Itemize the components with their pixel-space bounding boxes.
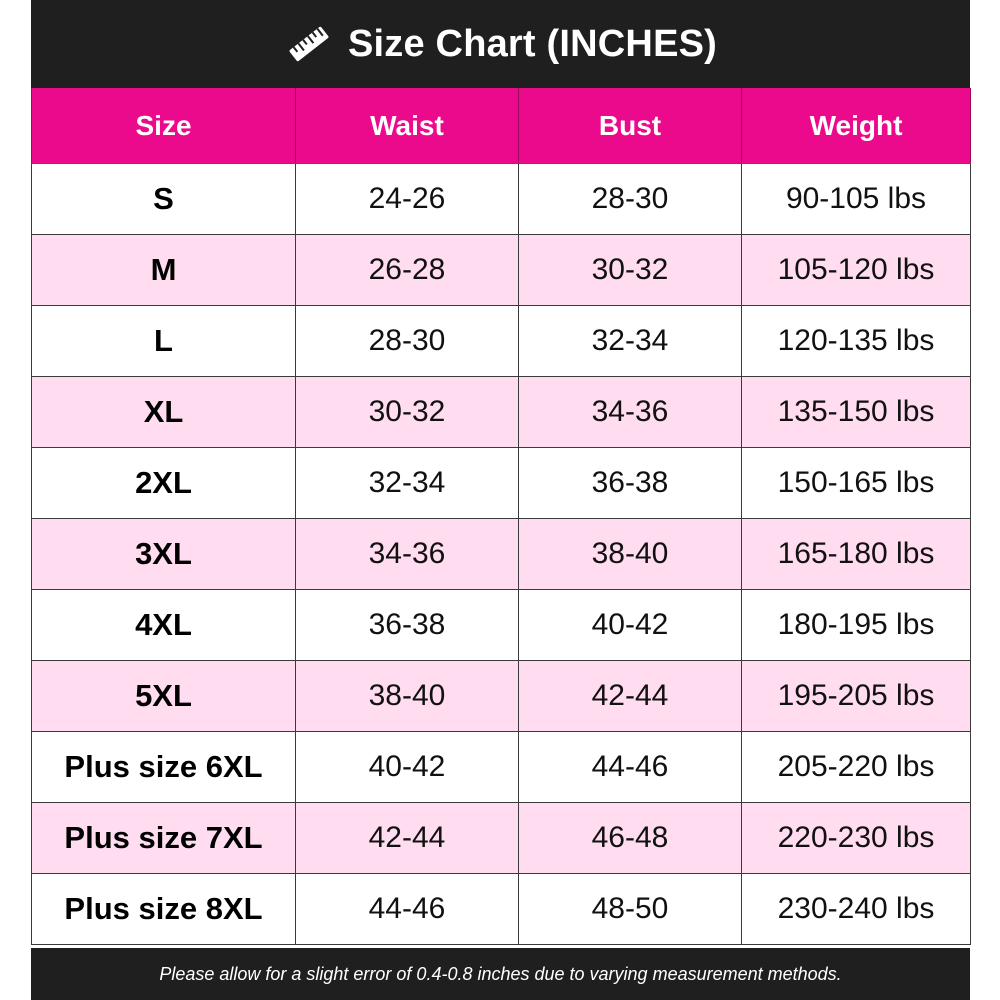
bust-cell: 28-30 — [519, 164, 742, 235]
column-header-weight: Weight — [742, 88, 971, 164]
bust-cell: 44-46 — [519, 732, 742, 803]
title-bar — [31, 0, 970, 88]
footer-note: Please allow for a slight error of 0.4-0.8 inches due to varying measurement methods. — [159, 963, 842, 984]
weight-cell: 90-105 lbs — [742, 164, 971, 235]
table-row — [32, 306, 971, 377]
weight-cell: 180-195 lbs — [742, 590, 971, 661]
size-cell: 5XL — [32, 661, 296, 732]
table-row — [32, 377, 971, 448]
table-row — [32, 803, 971, 874]
size-cell: M — [32, 235, 296, 306]
size-chart — [31, 0, 970, 1000]
weight-cell: 195-205 lbs — [742, 661, 971, 732]
page-title: Size Chart (INCHES) — [347, 22, 718, 65]
size-cell: XL — [32, 377, 296, 448]
waist-cell: 28-30 — [296, 306, 519, 377]
waist-cell: 44-46 — [296, 874, 519, 945]
table-row — [32, 235, 971, 306]
weight-cell: 165-180 lbs — [742, 519, 971, 590]
waist-cell: 32-34 — [296, 448, 519, 519]
bust-cell: 38-40 — [519, 519, 742, 590]
size-cell: 2XL — [32, 448, 296, 519]
size-cell: Plus size 7XL — [32, 803, 296, 874]
ruler-icon — [284, 24, 334, 64]
table-row — [32, 874, 971, 945]
bust-cell: 40-42 — [519, 590, 742, 661]
size-cell: Plus size 8XL — [32, 874, 296, 945]
size-cell: 4XL — [32, 590, 296, 661]
bust-cell: 34-36 — [519, 377, 742, 448]
waist-cell: 30-32 — [296, 377, 519, 448]
waist-cell: 34-36 — [296, 519, 519, 590]
table-row — [32, 448, 971, 519]
bust-cell: 32-34 — [519, 306, 742, 377]
size-cell: Plus size 6XL — [32, 732, 296, 803]
table-row — [32, 661, 971, 732]
weight-cell: 120-135 lbs — [742, 306, 971, 377]
waist-cell: 40-42 — [296, 732, 519, 803]
table-row — [32, 519, 971, 590]
bust-cell: 36-38 — [519, 448, 742, 519]
waist-cell: 36-38 — [296, 590, 519, 661]
waist-cell: 26-28 — [296, 235, 519, 306]
weight-cell: 230-240 lbs — [742, 874, 971, 945]
weight-cell: 135-150 lbs — [742, 377, 971, 448]
size-cell: 3XL — [32, 519, 296, 590]
bust-cell: 48-50 — [519, 874, 742, 945]
weight-cell: 105-120 lbs — [742, 235, 971, 306]
waist-cell: 24-26 — [296, 164, 519, 235]
waist-cell: 38-40 — [296, 661, 519, 732]
column-header-waist: Waist — [296, 88, 519, 164]
size-table — [31, 88, 971, 945]
bust-cell: 46-48 — [519, 803, 742, 874]
column-header-size: Size — [32, 88, 296, 164]
table-row — [32, 732, 971, 803]
table-row — [32, 590, 971, 661]
column-header-bust: Bust — [519, 88, 742, 164]
size-cell: S — [32, 164, 296, 235]
weight-cell: 220-230 lbs — [742, 803, 971, 874]
size-cell: L — [32, 306, 296, 377]
weight-cell: 205-220 lbs — [742, 732, 971, 803]
table-header-row — [32, 88, 971, 164]
waist-cell: 42-44 — [296, 803, 519, 874]
footer-note-bar — [31, 948, 970, 1000]
bust-cell: 42-44 — [519, 661, 742, 732]
table-row — [32, 164, 971, 235]
weight-cell: 150-165 lbs — [742, 448, 971, 519]
bust-cell: 30-32 — [519, 235, 742, 306]
